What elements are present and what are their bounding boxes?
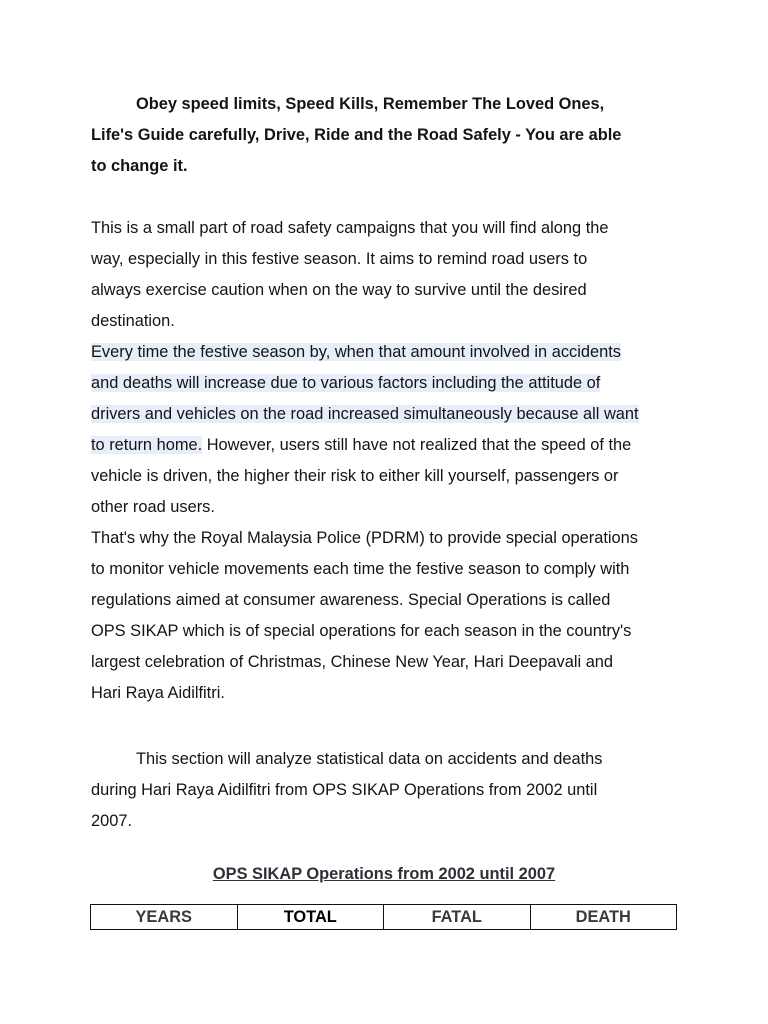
header-death: DEATH — [530, 905, 677, 930]
header-years: YEARS — [91, 905, 238, 930]
intro-line-2: way, especially in this festive season. It aims to remind road users to — [91, 250, 588, 268]
header-total: TOTAL — [237, 905, 384, 930]
slogan-line-2: Life's Guide carefully, Drive, Ride and the Road Safely - You are able — [91, 126, 622, 144]
analysis-line-2: during Hari Raya Aidilfitri from OPS SIKAP Operations from 2002 until — [91, 781, 598, 799]
pdrm-line-1: That's why the Royal Malaysia Police (PDRM) to provide special operations — [91, 529, 638, 547]
pdrm-line-5: largest celebration of Christmas, Chinese New Year, Hari Deepavali and — [91, 653, 614, 671]
festive-line-6: other road users. — [91, 498, 215, 516]
festive-line-4-rest: However, users still have not realized that the speed of the — [202, 436, 632, 454]
festive-line-1: Every time the festive season by, when that amount involved in accidents — [91, 343, 621, 361]
header-fatal: FATAL — [384, 905, 531, 930]
festive-line-5: vehicle is driven, the higher their risk to either kill yourself, passengers or — [91, 467, 619, 485]
ops-sikap-table — [90, 904, 677, 930]
analysis-paragraph — [91, 744, 691, 837]
analysis-line-3: 2007. — [91, 812, 133, 830]
festive-line-4-highlighted: to return home. — [91, 436, 203, 454]
intro-line-3: always exercise caution when on the way to survive until the desired — [91, 281, 587, 299]
festive-line-3: drivers and vehicles on the road increased simultaneously because all want — [91, 405, 639, 423]
campaign-slogan-paragraph — [91, 89, 691, 182]
slogan-line-3: to change it. — [91, 157, 188, 175]
intro-line-4: destination. — [91, 312, 175, 330]
slogan-line-1: Obey speed limits, Speed Kills, Remember The Loved Ones, — [136, 95, 605, 113]
pdrm-line-2: to monitor vehicle movements each time the festive season to comply with — [91, 560, 630, 578]
table-caption: OPS SIKAP Operations from 2002 until 2007 — [212, 865, 556, 883]
table-header-row — [91, 905, 677, 930]
intro-paragraph — [91, 213, 691, 709]
intro-line-1: This is a small part of road safety campaigns that you will find along the — [91, 219, 609, 237]
pdrm-line-4: OPS SIKAP which is of special operations for each season in the country's — [91, 622, 632, 640]
festive-line-2: and deaths will increase due to various factors including the attitude of — [91, 374, 601, 392]
pdrm-line-3: regulations aimed at consumer awareness. Special Operations is called — [91, 591, 611, 609]
analysis-line-1: This section will analyze statistical data on accidents and deaths — [136, 750, 603, 768]
pdrm-line-6: Hari Raya Aidilfitri. — [91, 684, 225, 702]
